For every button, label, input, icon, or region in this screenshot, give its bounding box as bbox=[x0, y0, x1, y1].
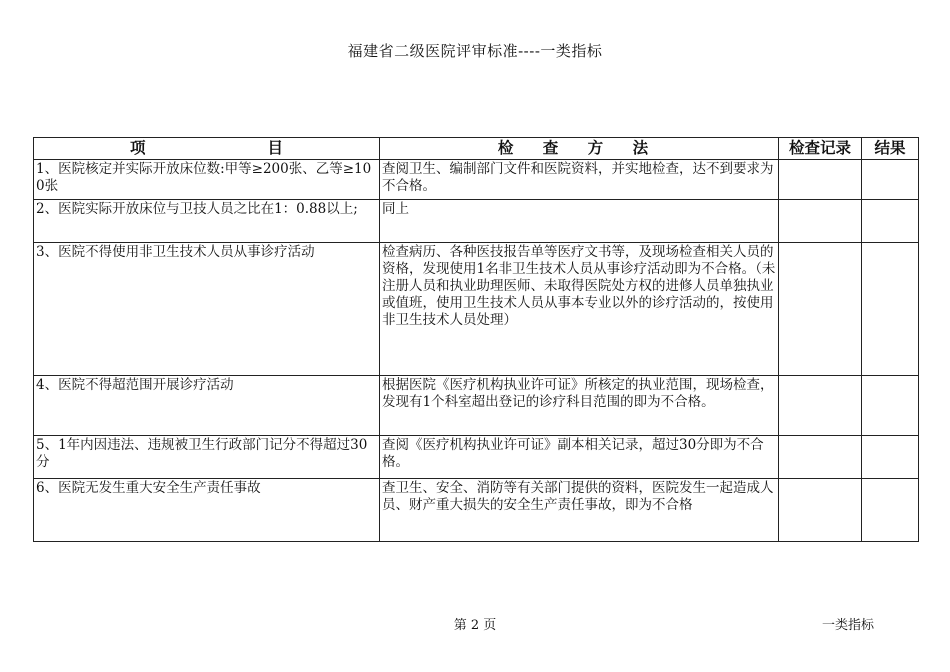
table-row bbox=[34, 376, 919, 436]
row-item: 3、医院不得使用非卫生技术人员从事诊疗活动 bbox=[34, 243, 380, 376]
row-record[interactable] bbox=[779, 200, 862, 243]
row-record[interactable] bbox=[779, 160, 862, 200]
row-result[interactable] bbox=[862, 200, 919, 243]
row-record[interactable] bbox=[779, 436, 862, 479]
document-title: 福建省二级医院评审标准----一类指标 bbox=[347, 42, 603, 60]
row-record[interactable] bbox=[779, 479, 862, 542]
header-method: 检 查 方 法 bbox=[380, 138, 779, 160]
footer-section-label: 一类指标 bbox=[822, 618, 875, 633]
row-item: 2、医院实际开放床位与卫技人员之比在1：0.88以上; bbox=[34, 200, 380, 243]
row-result[interactable] bbox=[862, 479, 919, 542]
table-row bbox=[34, 200, 919, 243]
row-method: 查阅《医疗机构执业许可证》副本相关记录，超过30分即为不合格。 bbox=[380, 436, 779, 479]
table-header-row bbox=[34, 138, 919, 160]
table-row bbox=[34, 479, 919, 542]
row-method: 同上 bbox=[380, 200, 779, 243]
header-item-left: 项 bbox=[130, 139, 146, 157]
header-result: 结果 bbox=[862, 138, 919, 160]
row-result[interactable] bbox=[862, 243, 919, 376]
row-method: 根据医院《医疗机构执业许可证》所核定的执业范围，现场检查，发现有1个科室超出登记的诊疗科目范围的即为不合格。 bbox=[380, 376, 779, 436]
row-record[interactable] bbox=[779, 243, 862, 376]
row-item: 1、医院核定并实际开放床位数:甲等≥200张、乙等≥100张 bbox=[34, 160, 380, 200]
row-item: 4、医院不得超范围开展诊疗活动 bbox=[34, 376, 380, 436]
row-item: 6、医院无发生重大安全生产责任事故 bbox=[34, 479, 380, 542]
row-result[interactable] bbox=[862, 436, 919, 479]
row-method: 查卫生、安全、消防等有关部门提供的资料，医院发生一起造成人员、财产重大损失的安全生产责任事故，即为不合格 bbox=[380, 479, 779, 542]
criteria-table bbox=[33, 137, 919, 542]
row-result[interactable] bbox=[862, 376, 919, 436]
row-method: 查阅卫生、编制部门文件和医院资料，并实地检查，达不到要求为不合格。 bbox=[380, 160, 779, 200]
header-item bbox=[34, 138, 380, 160]
row-result[interactable] bbox=[862, 160, 919, 200]
page-number: 第 2 页 bbox=[453, 618, 497, 633]
header-item-right: 目 bbox=[267, 139, 283, 157]
header-record: 检查记录 bbox=[779, 138, 862, 160]
table-row bbox=[34, 160, 919, 200]
row-item: 5、1年内因违法、违规被卫生行政部门记分不得超过30分 bbox=[34, 436, 380, 479]
table-row bbox=[34, 243, 919, 376]
row-record[interactable] bbox=[779, 376, 862, 436]
table-row bbox=[34, 436, 919, 479]
row-method: 检查病历、各种医技报告单等医疗文书等，及现场检查相关人员的资格，发现使用1名非卫生技术人员从事诊疗活动即为不合格。（未注册人员和执业助理医师、未取得医院处方权的进修人员单独执业或值班，使用卫生技术人员从事本专业以外的诊疗活动的，按使用非卫生技术人员处理） bbox=[380, 243, 779, 376]
